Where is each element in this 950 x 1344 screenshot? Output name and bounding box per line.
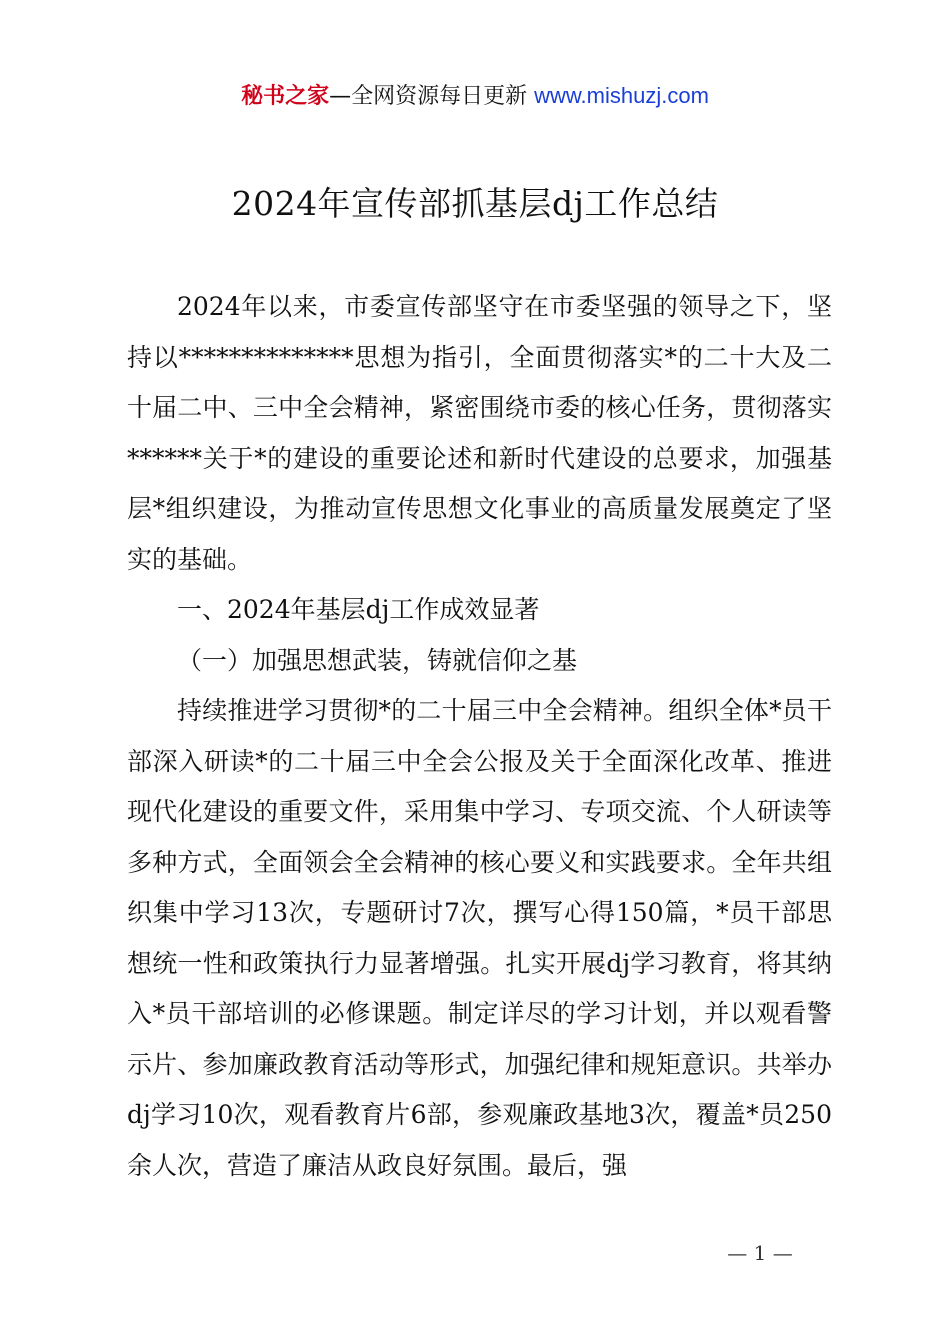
site-brand: 秘书之家 <box>241 84 330 109</box>
site-tagline: —全网资源每日更新 <box>329 84 528 109</box>
intro-paragraph: 2024年以来，市委宣传部坚守在市委坚强的领导之下，坚持以**************思想为指引，全面贯彻落实*的二十大及二十届二中、三中全会精神，紧密围绕市委的核心任务，贯彻落实******关于*的建设的重要论述和新时代建设的总要求，加强基层*组织建设，为推动宣传思想文化事业的高质量发展奠定了坚实的基础。 <box>127 292 832 574</box>
document-title: 2024年宣传部抓基层dj工作总结 <box>231 184 719 223</box>
subsection-heading: （一）加强思想武装，铸就信仰之基 <box>177 645 578 675</box>
section-heading: 一、2024年基层dj工作成效显著 <box>177 595 540 624</box>
site-header <box>0 80 950 113</box>
body-paragraph: 持续推进学习贯彻*的二十届三中全会精神。组织全体*员干部深入研读*的二十届三中全会公报及关于全面深化改革、推进现代化建设的重要文件，采用集中学习、专项交流、个人研读等多种方式，全面领会全会精神的核心要义和实践要求。全年共组织集中学习13次，专题研讨7次，撰写心得150篇，*员干部思想统一性和政策执行力显著增强。扎实开展dj学习教育，将其纳入*员干部培训的必修课题。制定详尽的学习计划，并以观看警示片、参加廉政教育活动等形式，加强纪律和规矩意识。共举办dj学习10次，观看教育片6部，参观廉政基地3次，覆盖*员250余人次，营造了廉洁从政良好氛围。最后，强 <box>127 696 832 1180</box>
document-body <box>127 282 832 1191</box>
site-url-link[interactable]: www.mishuzj.com <box>534 83 709 108</box>
page-number: — 1 — <box>727 1241 793 1265</box>
